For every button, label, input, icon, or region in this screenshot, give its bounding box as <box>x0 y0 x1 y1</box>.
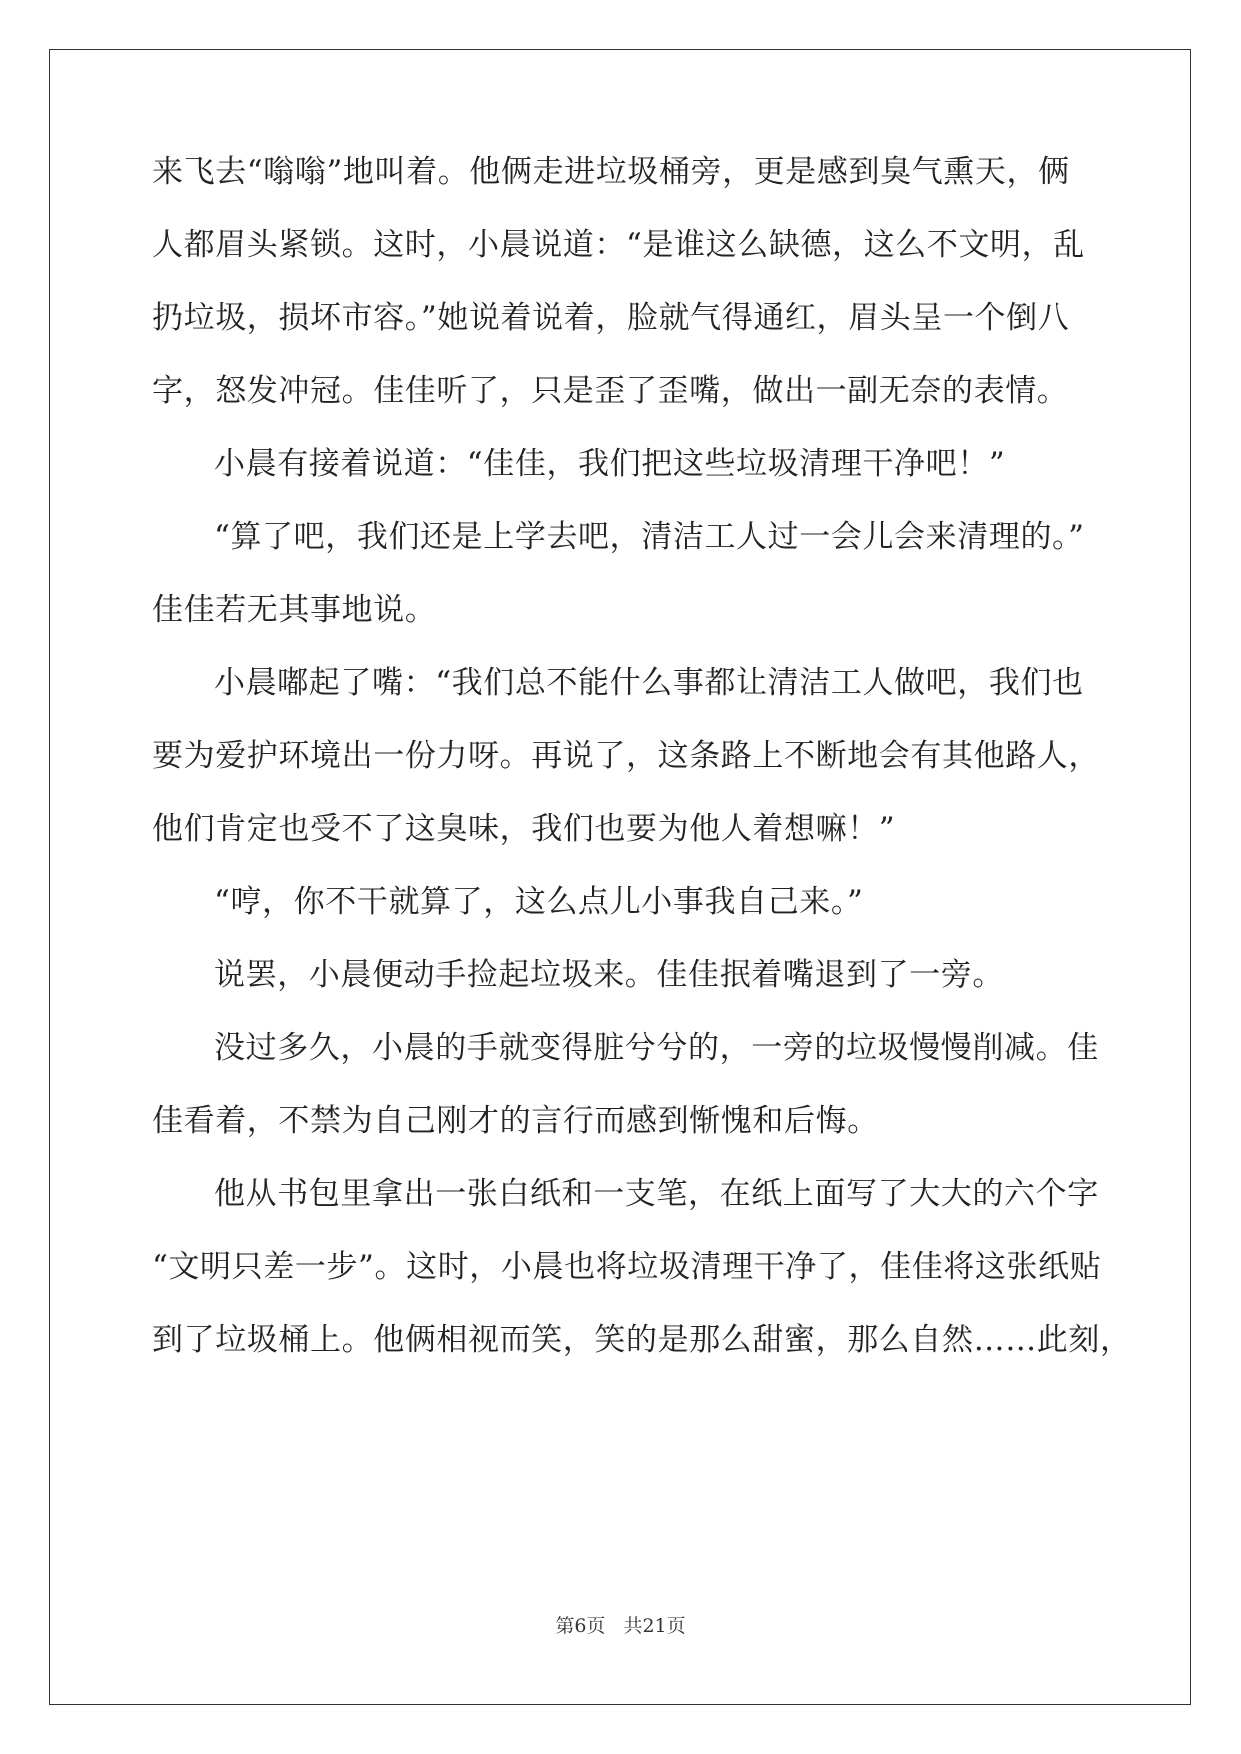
text-line-8: 小晨嘟起了嘴：“我们总不能什么事都让清洁工人做吧，我们也 <box>214 665 1084 701</box>
text-line-14: 佳看着，不禁为自己刚才的言行而感到惭愧和后悔。 <box>152 1103 879 1139</box>
text-line-15: 他从书包里拿出一张白纸和一支笔，在纸上面写了大大的六个字 <box>214 1176 1099 1212</box>
page-number: 第6页 <box>555 1615 606 1637</box>
text-line-7: 佳佳若无其事地说。 <box>152 592 437 628</box>
text-line-12: 说罢，小晨便动手捡起垃圾来。佳佳抿着嘴退到了一旁。 <box>214 957 1004 993</box>
text-line-3: 扔垃圾，损坏市容。”她说着说着，脸就气得通红，眉头呈一个倒八 <box>152 300 1070 336</box>
page-total: 共21页 <box>623 1615 686 1637</box>
text-line-6: “算了吧，我们还是上学去吧，清洁工人过一会儿会来清理的。” <box>214 519 1085 555</box>
text-line-9: 要为爱护环境出一份力呀。再说了，这条路上不断地会有其他路人， <box>152 738 1100 774</box>
page-footer <box>0 1611 1241 1638</box>
text-line-17: 到了垃圾桶上。他俩相视而笑，笑的是那么甜蜜，那么自然……此刻， <box>152 1322 1132 1358</box>
text-line-5: 小晨有接着说道：“佳佳，我们把这些垃圾清理干净吧！” <box>214 446 1006 482</box>
text-line-16: “文明只差一步”。这时，小晨也将垃圾清理干净了，佳佳将这张纸贴 <box>152 1249 1102 1285</box>
text-line-1: 来飞去“嗡嗡”地叫着。他俩走进垃圾桶旁，更是感到臭气熏天，俩 <box>152 154 1070 190</box>
text-line-13: 没过多久，小晨的手就变得脏兮兮的，一旁的垃圾慢慢削减。佳 <box>214 1030 1099 1066</box>
text-line-2: 人都眉头紧锁。这时，小晨说道：“是谁这么缺德，这么不文明，乱 <box>152 227 1085 263</box>
text-line-10: 他们肯定也受不了这臭味，我们也要为他人着想嘛！” <box>152 811 896 847</box>
text-line-11: “哼，你不干就算了，这么点儿小事我自己来。” <box>214 884 864 920</box>
text-line-4: 字，怒发冲冠。佳佳听了，只是歪了歪嘴，做出一副无奈的表情。 <box>152 373 1069 409</box>
